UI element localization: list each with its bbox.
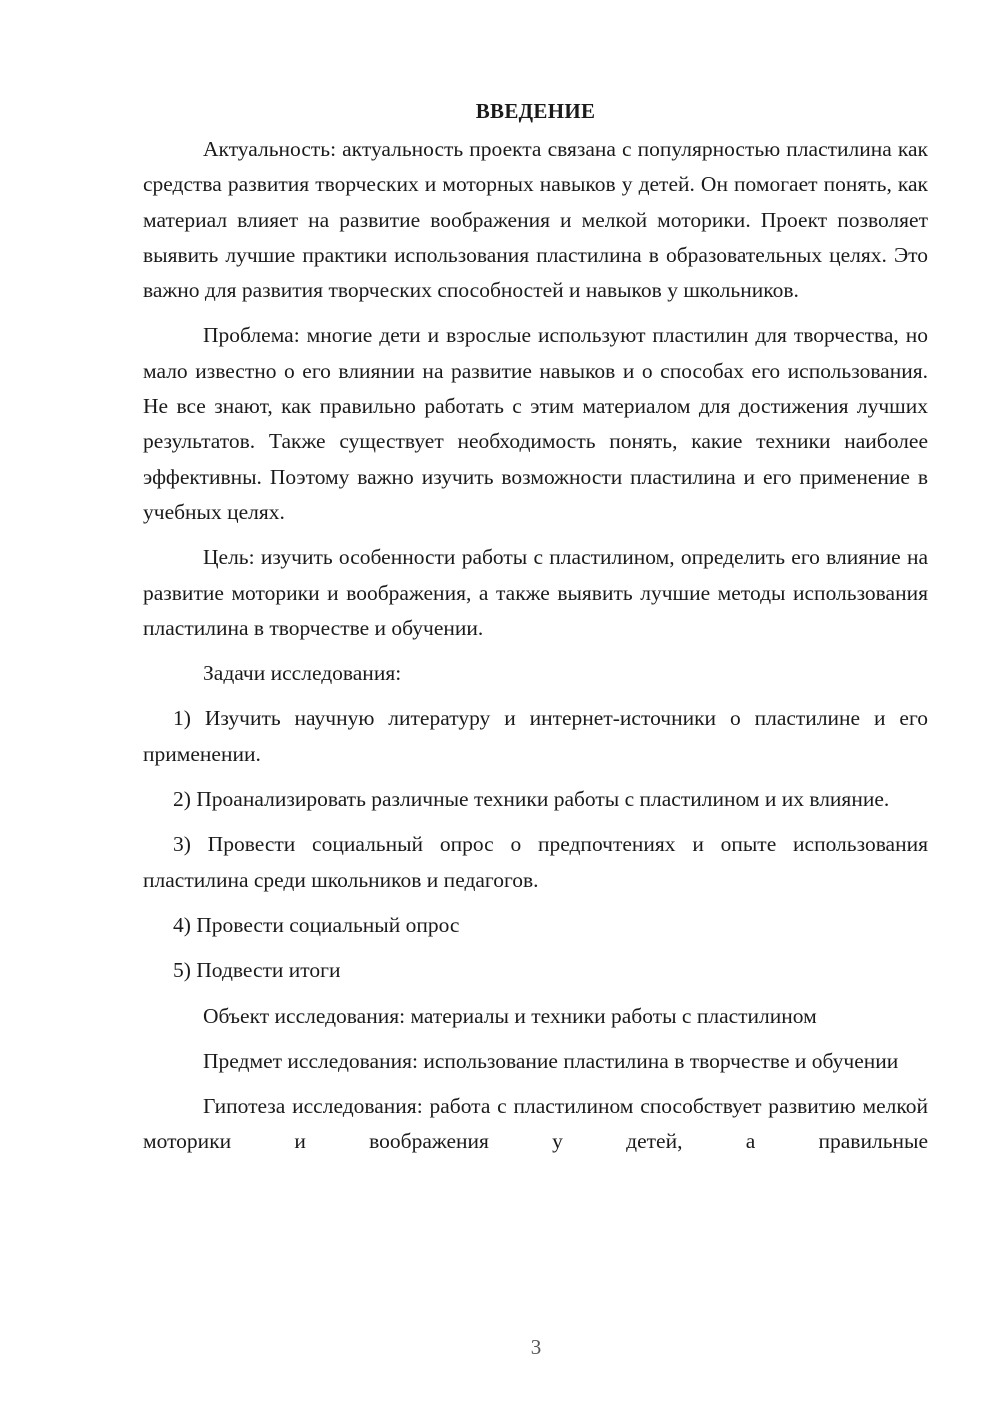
task-item-5: 5) Подвести итоги (173, 958, 341, 983)
section-title: ВВЕДЕНИЕ (475, 99, 596, 123)
paragraph-relevance: Актуальность: актуальность проекта связана с популярностью пластилина как средства развития творческих и моторных навыков у детей. Он помогает понять, как материал влияет на развитие воображения и мелкой моторики. Проект позволяет выявить лучшие практики использования пластилина в образовательных целях. Это важно для развития творческих способностей и навыков у школьников. (143, 137, 928, 303)
paragraph-object: Объект исследования: материалы и техники работы с пластилином (203, 1003, 817, 1028)
task-item-2: 2) Проанализировать различные техники работы с пластилином и их влияние. (173, 787, 890, 812)
paragraph-goal: Цель: изучить особенности работы с пластилином, определить его влияние на развитие моторики и воображения, а также выявить лучшие методы использования пластилина в творчестве и обучении. (143, 545, 928, 640)
page-content (143, 96, 928, 1170)
page-number: 3 (530, 1335, 542, 1359)
task-item-4: 4) Провести социальный опрос (173, 912, 460, 937)
paragraph-hypothesis: Гипотеза исследования: работа с пластилином способствует развитию мелкой моторики и воображения у детей, а правильные (143, 1094, 928, 1154)
task-item-1: 1) Изучить научную литературу и интернет-источники о пластилине и его применении. (143, 706, 928, 766)
tasks-heading: Задачи исследования: (203, 661, 402, 686)
task-item-3: 3) Провести социальный опрос о предпочтениях и опыте использования пластилина среди школьников и педагогов. (143, 832, 928, 892)
paragraph-problem: Проблема: многие дети и взрослые используют пластилин для творчества, но мало известно о его влиянии на развитие навыков и о способах его использования. Не все знают, как правильно работать с этим материалом для достижения лучших результатов. Также существует необходимость понять, какие техники наиболее эффективны. Поэтому важно изучить возможности пластилина и его применение в учебных целях. (143, 323, 928, 524)
paragraph-subject: Предмет исследования: использование пластилина в творчестве и обучении (203, 1048, 899, 1073)
